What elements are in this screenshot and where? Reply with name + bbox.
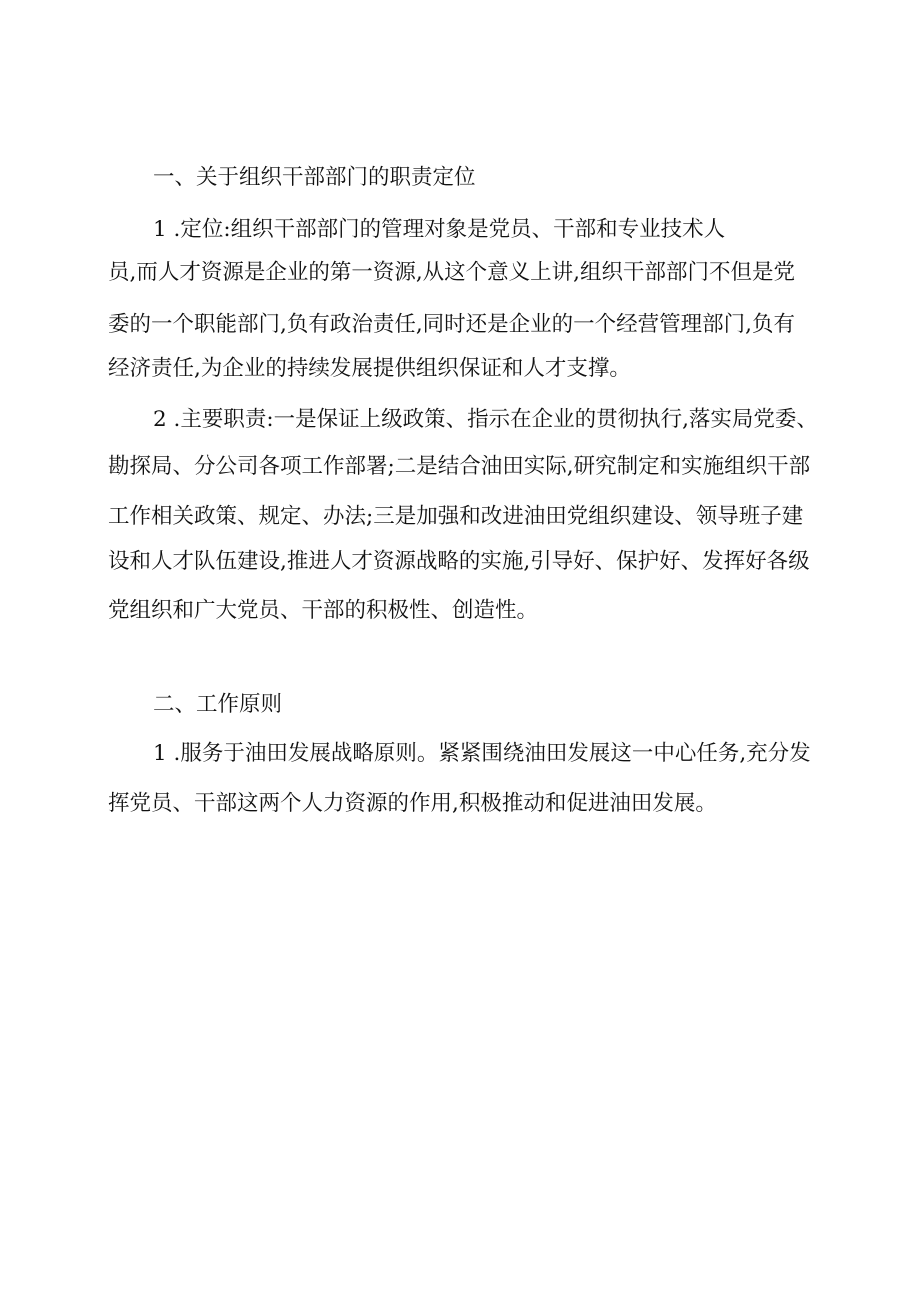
section2-item1-line2: 挥党员、干部这两个人力资源的作用,积极推动和促进油田发展。 [108,791,717,816]
section1-item1-line2: 员,而人才资源是企业的第一资源,从这个意义上讲,组织干部部门不但是党 [108,260,796,285]
section2-heading: 二、工作原则 [153,692,283,717]
section1-item1-line3: 委的一个职能部门,负有政治责任,同时还是企业的一个经营管理部门,负有 [108,312,796,337]
section2-item1-line1: 1 .服务于油田发展战略原则。紧紧围绕油田发展这一中心任务,充分发 [153,741,811,766]
section1-item2-line1: 2 .主要职责:一是保证上级政策、指示在企业的贯彻执行,落实局党委、 [153,407,818,432]
section1-item2-line3: 工作相关政策、规定、办法;三是加强和改进油田党组织建设、领导班子建 [108,504,804,529]
section1-item2-line2: 勘探局、分公司各项工作部署;二是结合油田实际,研究制定和实施组织干部 [108,454,811,479]
section1-item1-line4: 经济责任,为企业的持续发展提供组织保证和人才支撑。 [108,356,631,381]
section1-item2-line5: 党组织和广大党员、干部的积极性、创造性。 [108,598,539,623]
section1-item2-line4: 设和人才队伍建设,推进人才资源战略的实施,引导好、保护好、发挥好各级 [108,549,810,574]
section1-item1-line1: 1 .定位:组织干部部门的管理对象是党员、干部和专业技术人 [153,217,726,242]
section1-heading: 一、关于组织干部部门的职责定位 [153,165,476,190]
